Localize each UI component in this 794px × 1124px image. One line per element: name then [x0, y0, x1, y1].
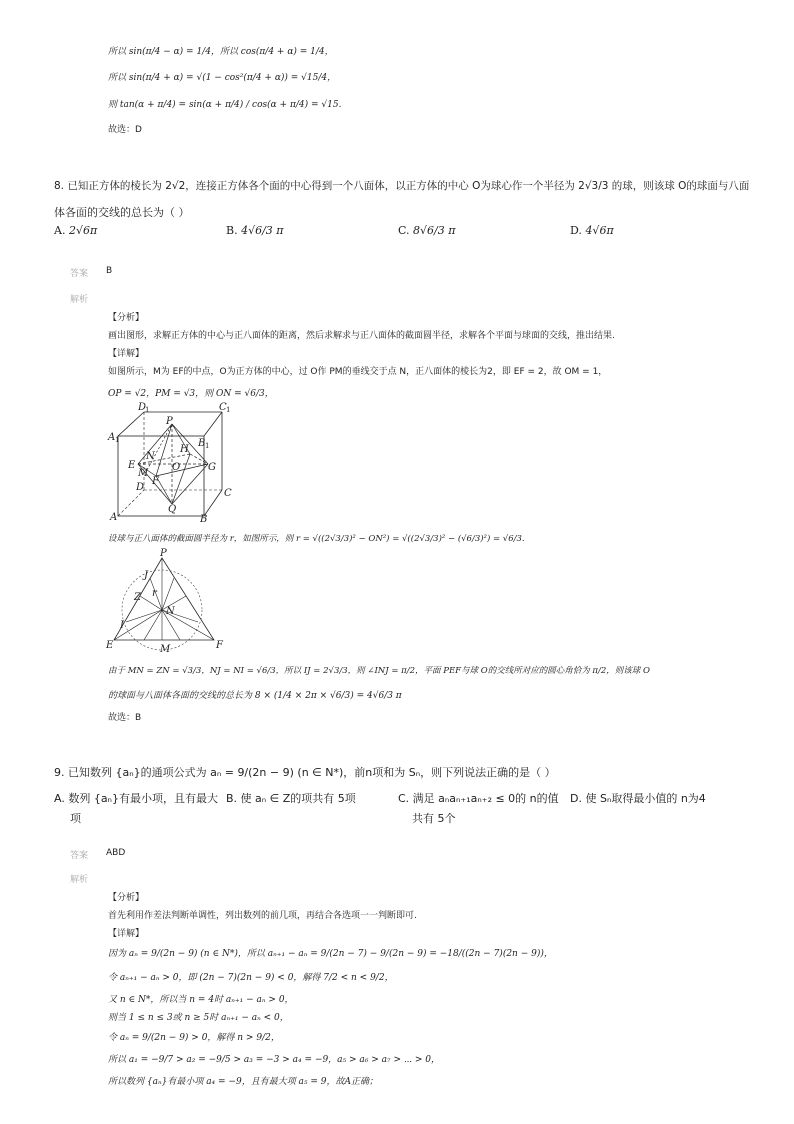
label-I: I	[120, 620, 124, 631]
label-N2: N	[166, 606, 175, 617]
label-E2: E	[106, 640, 114, 651]
label-Q: Q	[168, 504, 177, 515]
top-solution-line3: 则 tan(α + π/4) = sin(α + π/4) / cos(α + π/4) = √15.	[108, 100, 342, 110]
label-N: N	[146, 451, 155, 462]
label-H: H	[180, 444, 189, 455]
q8-option-c: C. 8√6/3 π	[398, 224, 456, 237]
q9-stem: 9. 已知数列 {aₙ}的通项公式为 aₙ = 9/(2n − 9) (n ∈ N*)，前n项和为 Sₙ，则下列说法正确的是（ ）	[54, 766, 556, 779]
label-D: D	[136, 482, 145, 493]
q9-option-d: D. 使 Sₙ取得最小值的 n为4	[570, 792, 706, 805]
top-solution-choice: 故选：D	[108, 125, 142, 135]
svg-text:1: 1	[145, 406, 150, 414]
q9-analysis-head: 【分析】	[108, 893, 145, 903]
q9-detail-line3: 又 n ∈ N*，所以当 n = 4时 aₙ₊₁ − aₙ > 0，	[108, 995, 294, 1005]
label-Z: Z	[134, 592, 141, 603]
q8-analysis-text: 画出图形，求解正方体的中心与正八面体的距离，然后求解求与正八面体的截面圆半径，求解各个平面与球面的交线，推出结果.	[108, 331, 615, 341]
label-C1: C	[219, 402, 227, 413]
label-M: M	[138, 468, 149, 479]
q8-option-d: D. 4√6π	[570, 224, 614, 237]
q9-option-c-line1: C. 满足 aₙaₙ₊₁aₙ₊₂ ≤ 0的 n的值	[398, 792, 559, 805]
q9-detail-line1: 因为 aₙ = 9/(2n − 9) (n ∈ N*)，所以 aₙ₊₁ − aₙ = 9/(2n − 7) − 9/(2n − 9) = −18/((2n − 7)(2n − 9))，	[108, 949, 553, 959]
label-J: J	[144, 570, 149, 581]
cube-octahedron-figure	[104, 398, 244, 524]
q9-option-c-line2: 共有 5个	[412, 812, 456, 825]
q9-detail-line2: 令 aₙ₊₁ − aₙ > 0，即 (2n − 7)(2n − 9) < 0，解得 7/2 < n < 9/2，	[108, 973, 394, 983]
label-D1: D	[138, 402, 147, 413]
q9-detail-head: 【详解】	[108, 929, 145, 939]
q8-analysis-head: 【分析】	[108, 313, 145, 323]
svg-text:1: 1	[115, 436, 120, 444]
cube-front-face	[118, 436, 204, 516]
label-O: O	[172, 462, 181, 473]
q9-detail-line6: 所以 a₁ = −9/7 > a₂ = −9/5 > a₃ = −3 > a₄ = −9，a₅ > a₆ > a₇ > ⋯ > 0，	[108, 1055, 440, 1065]
label-B1: B	[198, 438, 206, 449]
q8-detail-head: 【详解】	[108, 349, 145, 359]
label-P: P	[166, 416, 173, 427]
label-B: B	[200, 514, 208, 524]
label-C: C	[224, 488, 232, 499]
q8-option-b: B. 4√6/3 π	[226, 224, 284, 237]
q9-detail-line4: 则当 1 ≤ n ≤ 3或 n ≥ 5时 aₙ₊₁ − aₙ < 0，	[108, 1013, 289, 1023]
label-F2: F	[216, 640, 223, 651]
q8-answer-label: 答案	[70, 269, 89, 279]
q8-detail-line3: 设球与正八面体的截面圆半径为 r，如图所示，则 r = √((2√3/3)² − ON²) = √((2√3/3)² − (√6/3)²) = √6/3.	[108, 534, 525, 544]
q9-option-a-line1: A. 数列 {aₙ}有最小项，且有最大	[54, 792, 218, 805]
top-solution-line1: 所以 sin(π/4 − α) = 1/4，所以 cos(π/4 + α) = 1/4，	[108, 47, 334, 57]
q8-answer-value: B	[106, 266, 113, 276]
q8-analysis-label: 解析	[70, 295, 89, 305]
q8-detail-line2: OP = √2，PM = √3，则 ON = √6/3，	[108, 389, 274, 399]
q8-option-a: A. 2√6π	[54, 224, 98, 237]
q9-detail-line7: 所以数列 {aₙ}有最小项 a₄ = −9，且有最大项 a₅ = 9，故A正确；	[108, 1077, 379, 1087]
label-F: F	[152, 476, 159, 487]
label-E: E	[128, 460, 136, 471]
q8-stem-line1: 8. 已知正方体的棱长为 2√2，连接正方体各个面的中心得到一个八面体，以正方体的中心 O为球心作一个半径为 2√3/3 的球，则该球 O的球面与八面	[54, 180, 750, 192]
triangle-circle-figure	[104, 548, 230, 656]
label-M2: M	[160, 644, 171, 655]
q9-answer-value: ABD	[106, 848, 126, 858]
q8-stem-line2: 体各面的交线的总长为（ ）	[54, 206, 190, 219]
q8-detail-line1: 如图所示，M为 EF的中点，O为正方体的中心，过 O作 PM的垂线交于点 N，正八面体的棱长为2，即 EF = 2，故 OM = 1，	[108, 367, 608, 377]
q9-option-a-line2: 项	[70, 812, 81, 825]
svg-text:1: 1	[226, 406, 231, 414]
label-P2: P	[160, 548, 167, 559]
q8-detail-line4: 由于 MN = ZN = √3/3，NJ = NI = √6/3，所以 IJ = 2√3/3，则 ∠INJ = π/2，平面 PEF与球 O的交线所对应的圆心角恰为 π/2，则该球 O	[108, 666, 650, 676]
triangle-PEF	[114, 558, 214, 640]
label-r: r	[152, 588, 157, 599]
q8-detail-line5: 的球面与八面体各面的交线的总长为 8 × (1/4 × 2π × √6/3) = 4√6/3 π	[108, 691, 402, 701]
svg-text:1: 1	[205, 442, 210, 450]
label-A1: A	[108, 432, 116, 443]
q9-answer-label: 答案	[70, 851, 89, 861]
label-A: A	[110, 512, 118, 523]
radial-lines	[114, 558, 214, 640]
q9-analysis-label: 解析	[70, 875, 89, 885]
top-solution-line2: 所以 sin(π/4 + α) = √(1 − cos²(π/4 + α)) = √15/4，	[108, 73, 337, 83]
q8-choice: 故选：B	[108, 713, 142, 723]
label-G: G	[208, 462, 216, 473]
q9-detail-line5: 令 aₙ = 9/(2n − 9) > 0，解得 n > 9/2，	[108, 1033, 280, 1043]
q9-analysis-text: 首先利用作差法判断单调性，列出数列的前几项，再结合各选项一一判断即可.	[108, 911, 417, 921]
q9-option-b: B. 使 aₙ ∈ Z的项共有 5项	[226, 792, 356, 805]
